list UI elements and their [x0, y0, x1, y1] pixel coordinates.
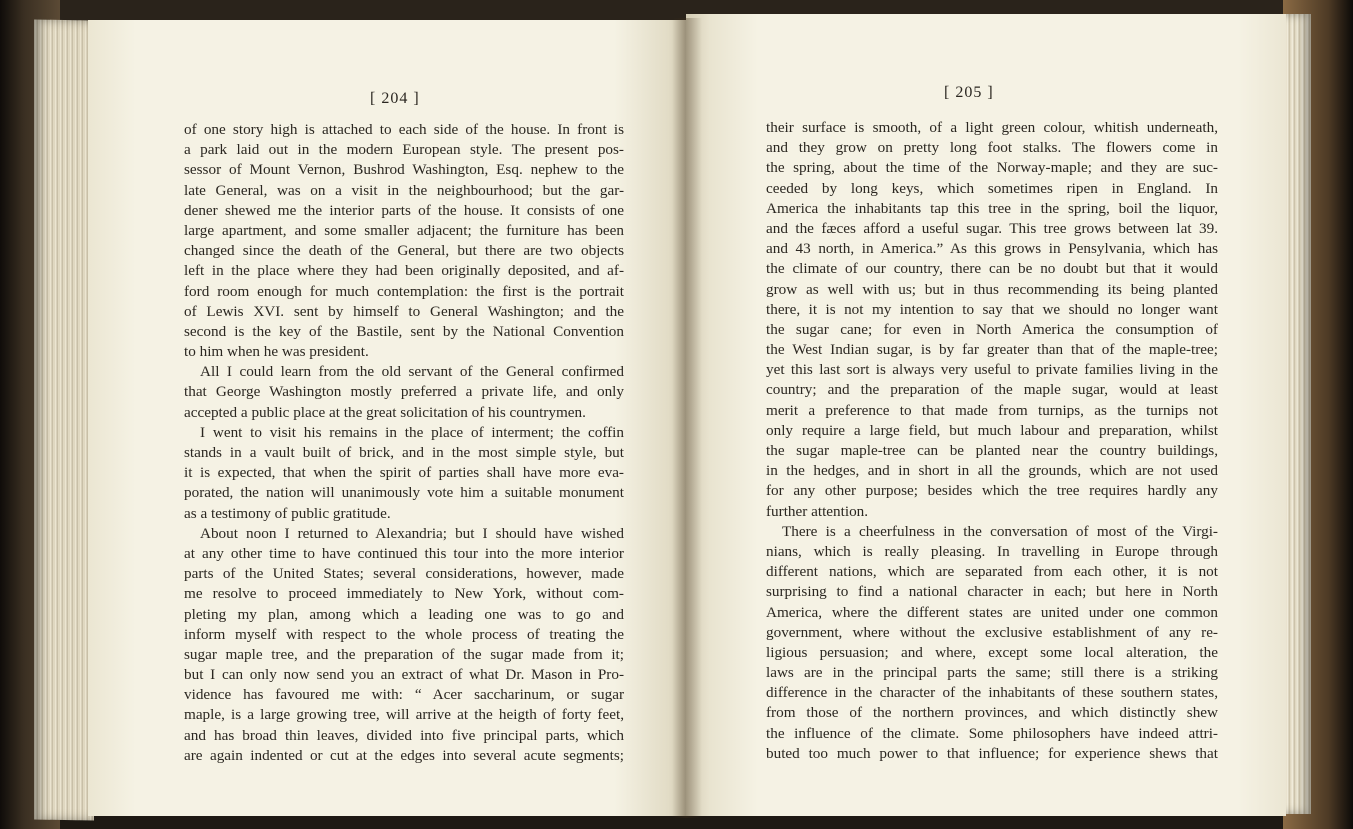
text-line: changed since the death of the General, but there are two objects	[184, 242, 624, 260]
text-line: stands in a vault built of brick, and in the most simple style, but	[184, 444, 624, 461]
text-line: large apartment, and some smaller adjacent; the furniture has been	[184, 221, 624, 239]
text-line: at any other time to have continued this tour into the more interior	[184, 544, 624, 562]
text-line: and the fæces afford a useful sugar. This tree grows between lat 39.	[766, 219, 1218, 237]
text-line: in the hedges, and in short in all the grounds, which are not used	[766, 462, 1218, 480]
text-line: country; and the preparation of the maple sugar, would at least	[766, 381, 1218, 399]
text-line: second is the key of the Bastile, sent by the National Convention	[184, 322, 624, 340]
text-line: for any other purpose; besides which the tree requires hardly any	[766, 482, 1218, 500]
right-page	[686, 14, 1286, 816]
text-line: that George Washington mostly preferred a private life, and only	[184, 383, 624, 401]
text-line: different nations, which are separated from each other, it is not	[766, 563, 1218, 581]
text-line: dener shewed me the interior parts of the house. It consists of one	[184, 201, 624, 219]
text-line: the sugar maple-tree can be planted near the country buildings,	[766, 442, 1218, 459]
text-line: surprising to find a national character in each; but here in North	[766, 583, 1218, 601]
text-line: inform myself with respect to the whole process of treating the	[184, 625, 624, 643]
text-line: vidence has favoured me with: “ Acer saccharinum, or sugar	[184, 686, 624, 704]
text-line: grow as well with us; but in thus recommending its being planted	[766, 280, 1218, 298]
text-line: ford room enough for much contemplation: the first is the portrait	[184, 282, 624, 300]
text-line: of Lewis XVI. sent by himself to General Washington; and the	[184, 302, 624, 320]
page-number-right: [ 205 ]	[944, 84, 994, 101]
text-line: to him when he was president.	[184, 343, 369, 361]
text-line: difference in the character of the inhabitants of these southern states,	[766, 684, 1218, 702]
text-line: late General, was on a visit in the neighbourhood; but the gar-	[184, 181, 624, 199]
text-line: as a testimony of public gratitude.	[184, 504, 391, 522]
text-line: About noon I returned to Alexandria; but I should have wished	[200, 524, 624, 542]
text-line: yet this last sort is always very useful to private families living in the	[766, 361, 1218, 379]
book-gutter	[672, 18, 702, 818]
text-line: only require a large field, but much labour and preparation, whilst	[766, 421, 1218, 439]
text-line: their surface is smooth, of a light green colour, whitish underneath,	[766, 119, 1218, 136]
right-page-text	[766, 118, 1218, 764]
text-line: ceeded by long keys, which sometimes ripen in England. In	[766, 179, 1218, 197]
text-line: accepted a public place at the great solicitation of his countrymen.	[184, 403, 586, 421]
text-line: are again indented or cut at the edges into several acute segments;	[184, 746, 624, 764]
text-line: buted too much power to that influence; for experience shews that	[766, 744, 1218, 762]
text-line: pleting my plan, among which a leading one was to go and	[184, 605, 624, 623]
text-line: nians, which is really pleasing. In travelling in Europe through	[766, 542, 1218, 560]
text-line: maple, is a large growing tree, will arrive at the heigth of forty feet,	[184, 706, 624, 724]
text-line: and has broad thin leaves, divided into five principal parts, which	[184, 726, 624, 744]
text-line: it is expected, that when the spirit of parties shall have more eva-	[184, 464, 624, 482]
text-line: sugar maple tree, and the preparation of the sugar made from it;	[184, 645, 624, 663]
left-page	[88, 20, 686, 816]
left-page-text	[184, 120, 624, 766]
text-line: America, where the different states are united under one common	[766, 603, 1218, 621]
text-line: a park laid out in the modern European style. The present pos-	[184, 141, 624, 159]
text-line: sessor of Mount Vernon, Bushrod Washington, Esq. nephew to the	[184, 161, 624, 179]
text-line: the climate of our country, there can be no doubt but that it would	[766, 260, 1218, 278]
text-line: the sugar cane; for even in North America the consumption of	[766, 320, 1218, 338]
text-line: from those of the northern provinces, and which distinctly shew	[766, 704, 1218, 722]
text-line: the influence of the climate. Some philosophers have indeed attri-	[766, 724, 1218, 742]
text-line: There is a cheerfulness in the conversation of most of the Virgi-	[782, 522, 1218, 540]
text-line: parts of the United States; several considerations, however, made	[184, 565, 624, 583]
text-line: me resolve to proceed immediately to New York, without com-	[184, 585, 624, 603]
text-line: further attention.	[766, 502, 869, 520]
text-line: the spring, about the time of the Norway-maple; and they are suc-	[766, 159, 1218, 177]
page-edges-left	[34, 19, 94, 820]
text-line: porated, the nation will unanimously vote him a suitable monument	[184, 484, 624, 502]
text-line: ligious persuasion; and where, except some local alteration, the	[766, 643, 1218, 661]
text-line: and 43 north, in America.” As this grows in Pensylvania, which has	[766, 240, 1218, 258]
text-line: laws are in the principal parts the same; still there is a striking	[766, 664, 1218, 682]
text-line: merit a preference to that made from turnips, as the turnips not	[766, 401, 1218, 419]
text-line: of one story high is attached to each side of the house. In front is	[184, 121, 624, 138]
text-line: America the inhabitants tap this tree in the spring, boil the liquor,	[766, 199, 1218, 217]
page-number-left: [ 204 ]	[370, 90, 420, 107]
text-line: government, where without the exclusive establishment of any re-	[766, 623, 1218, 641]
text-line: but I can only now send you an extract of what Dr. Mason in Pro-	[184, 666, 624, 684]
text-line: left in the place where they had been originally deposited, and af-	[184, 262, 624, 280]
text-line: All I could learn from the old servant of the General confirmed	[200, 363, 624, 381]
text-line: and they grow on pretty long foot stalks. The flowers come in	[766, 139, 1218, 157]
text-line: I went to visit his remains in the place of interment; the coffin	[200, 423, 624, 441]
text-line: the West Indian sugar, is by far greater than that of the maple-tree;	[766, 341, 1218, 359]
text-line: there, it is not my intention to say that we should no longer want	[766, 300, 1218, 318]
